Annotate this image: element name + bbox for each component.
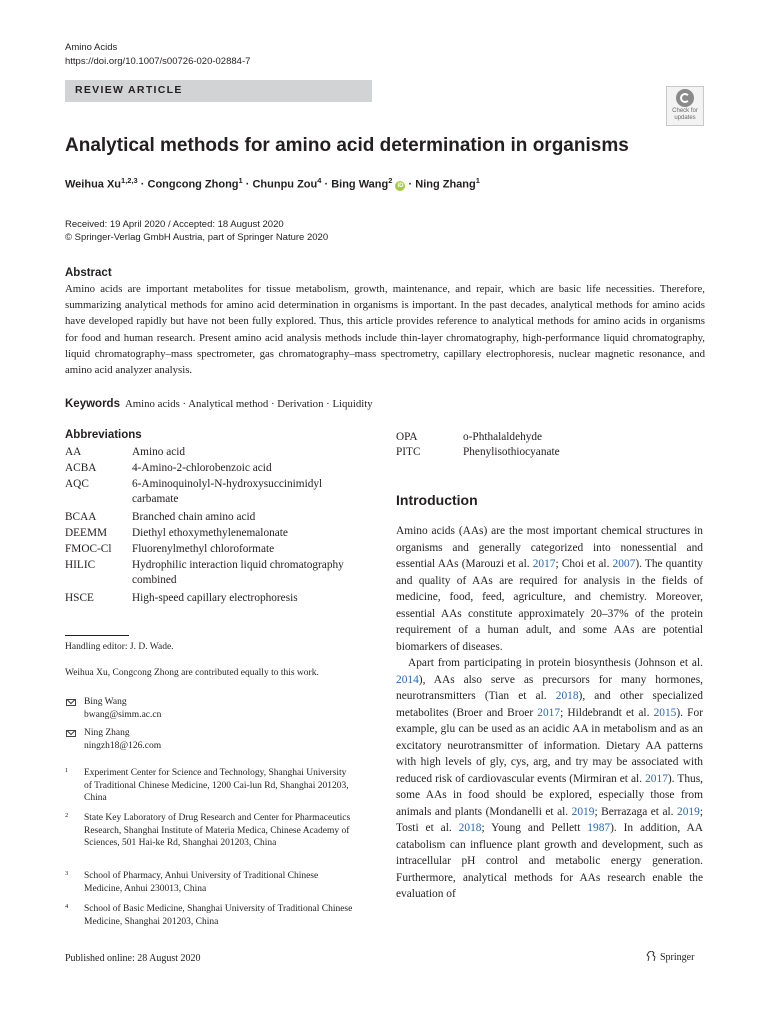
abbreviation-definition: Amino acid <box>132 446 186 458</box>
affiliation-number: 1 <box>65 767 69 774</box>
author-affiliation-mark: 1 <box>475 176 480 185</box>
abstract-heading: Abstract <box>65 267 112 279</box>
citation-link[interactable]: 2007 <box>612 558 636 570</box>
paragraph-text: Apart from participating in protein biosynthesis (Johnson et al. <box>408 657 703 669</box>
envelope-icon <box>66 730 76 737</box>
publisher-name: Springer <box>660 952 695 963</box>
introduction-paragraph-2 <box>396 655 703 903</box>
affiliation-text: School of Basic Medicine, Shanghai University of Traditional Chinese Medicine, Shanghai 201203, China <box>84 904 353 927</box>
abbreviation-term: AA <box>65 446 82 458</box>
published-date: Published online: 28 August 2020 <box>65 953 201 964</box>
affiliation-number: 3 <box>65 870 69 877</box>
abbreviation-term: HILIC <box>65 559 96 571</box>
paragraph-text: ). Thus, some AAs in food should be explored, especially those from animals and plants (Mondanelli et al. <box>396 772 703 818</box>
citation-link[interactable]: 2018 <box>458 822 482 834</box>
abbreviation-term: OPA <box>396 431 418 443</box>
abbreviation-term: BCAA <box>65 511 97 523</box>
citation-link[interactable]: 2018 <box>555 690 579 702</box>
abbreviation-definition: Phenylisothiocyanate <box>463 446 560 458</box>
abbreviation-term: AQC <box>65 478 89 490</box>
article-type-banner <box>65 80 372 102</box>
paragraph-text: ; Young and Pellett <box>481 822 588 834</box>
affiliation-number: 2 <box>65 812 69 819</box>
author-affiliation-mark: 1 <box>238 176 243 185</box>
affiliation-2 <box>65 812 355 850</box>
abbreviation-definition: Branched chain amino acid <box>132 511 256 523</box>
abbreviation-term: ACBA <box>65 462 97 474</box>
abstract-text: Amino acids are important metabolites for tissue metabolism, growth, maintenance, and repair, which are basic life necessities. Therefore, summarizing analytical methods for amino acid determination in organisms is important. In the past decades, analytical methods for amino acids have developed rapidly but have not been fully explored. Thus, this article provides reference to analytical methods for amino acids in organisms for food and human research. Present amino acid analysis methods include thin-layer chromatography, high-performance liquid chromatography, liquid chromatography–mass spectrometer, gas chromatography–mass spectrometry, capillary electrophoresis, nuclear magnetic resonance, and amino acid analyzer analysis. <box>65 283 705 377</box>
affiliation-number: 4 <box>65 903 69 910</box>
paragraph-text: ), AAs also serve as precursors for many hormones, neurotransmitters (Tian et al. <box>396 673 703 702</box>
correspondence-email[interactable]: bwang@simm.ac.cn <box>84 710 162 720</box>
citation-link[interactable]: 1987 <box>587 822 611 834</box>
citation-link[interactable]: 2017 <box>537 706 561 719</box>
abbreviation-term: HSCE <box>65 592 94 604</box>
abbreviation-definition: 4-Amino-2-chlorobenzoic acid <box>132 462 272 474</box>
handling-editor-note: Handling editor: J. D. Wade. <box>65 642 174 652</box>
paragraph-text: ; Berrazaga et al. <box>594 805 678 818</box>
affiliation-1 <box>65 767 355 805</box>
affiliation-text: Experiment Center for Science and Technology, Shanghai University of Traditional Chinese Medicine, 1200 Cai-lun Rd, Shanghai 201203, China <box>84 768 349 803</box>
article-title: Analytical methods for amino acid determination in organisms <box>65 135 629 156</box>
abbreviation-definition: Diethyl ethoxymethylenemalonate <box>132 527 288 539</box>
affiliation-3 <box>65 870 355 895</box>
citation-link[interactable]: 2019 <box>571 805 595 818</box>
citation-link[interactable]: 2019 <box>677 805 700 818</box>
paragraph-text: ; Choi et al. <box>555 558 613 570</box>
received-accepted: Received: 19 April 2020 / Accepted: 18 August 2020 <box>65 219 284 230</box>
correspondence-entry <box>65 727 161 753</box>
check-updates-line1: Check for <box>672 108 698 114</box>
citation-link[interactable]: 2017 <box>532 558 556 570</box>
author-name[interactable]: Bing Wang <box>331 178 389 191</box>
article-dates <box>65 218 328 244</box>
keywords-list: Amino acids · Analytical method · Derivation · Liquidity <box>124 398 373 410</box>
author-list: Weihua Xu$^{1,2,3}$ · Congcong Zhong$^1$ · Chunpu Zou$^4$ · Bing Wang$^2$ iD · Ning Zhang$^1$ <box>65 176 480 191</box>
affiliation-text: School of Pharmacy, Anhui University of Traditional Chinese Medicine, Anhui 230013, China <box>84 871 319 894</box>
correspondence-email[interactable]: ningzh18@126.com <box>84 741 162 751</box>
envelope-icon <box>66 699 76 706</box>
check-updates-icon <box>676 89 694 107</box>
affiliation-text: State Key Laboratory of Drug Research and Center for Pharmaceutics Research, Shanghai Institute of Materia Medica, Chinese Academy of Sciences, 501 Hai-ke Rd, Shanghai 201203, China <box>84 813 351 848</box>
paragraph-text: ). The quantity and quality of AAs are required for analysis in the fields of medicine, food, feed, agriculture, and chemistry. Moreover, essential AAs constitute approximately 20–37% of the protein requirement of a human adult, and some AAs are potential biomarkers of diseases. <box>396 558 704 653</box>
abbreviation-definition: Fluorenylmethyl chloroformate <box>132 543 275 555</box>
author-name[interactable]: Weihua Xu <box>65 178 122 191</box>
correspondence-block <box>65 696 161 753</box>
author-affiliation-mark: 4 <box>317 176 322 185</box>
author-name[interactable]: Ning Zhang <box>415 178 476 191</box>
publisher-logo <box>646 951 694 963</box>
citation-link[interactable]: 2015 <box>653 706 677 719</box>
copyright-line: © Springer-Verlag GmbH Austria, part of Springer Nature 2020 <box>65 232 329 243</box>
citation-link[interactable]: 2017 <box>645 772 668 785</box>
author-name[interactable]: Chunpu Zou <box>252 178 318 191</box>
author-affiliation-mark: 1,2,3 <box>121 176 138 185</box>
abbreviation-definition: High-speed capillary electrophoresis <box>132 592 298 604</box>
abbreviation-definition: 6-Aminoquinolyl-N-hydroxysuccinimidyl carbamate <box>132 478 323 505</box>
abbreviation-definition: o-Phthalaldehyde <box>463 431 543 443</box>
article-type-label: REVIEW ARTICLE <box>75 84 183 96</box>
abbreviation-definition: Hydrophilic interaction liquid chromatography combined <box>132 559 344 586</box>
doi-link[interactable]: https://doi.org/10.1007/s00726-020-02884-7 <box>65 56 251 67</box>
paragraph-text: ; Hildebrandt et al. <box>560 706 654 719</box>
springer-horse-icon <box>646 951 656 962</box>
author-affiliation-mark: 2 <box>388 176 393 185</box>
abbreviation-term: DEEMM <box>65 527 108 539</box>
journal-header <box>65 41 250 69</box>
paragraph-text: ). In addition, AA catabolism can influence plant growth and development, such as intracellular pH control and metabolic energy generation. Furthermore, analytical methods for AAs research enable the evaluation of <box>396 822 703 900</box>
check-updates-line2: updates <box>674 114 696 121</box>
abbreviations-heading: Abbreviations <box>65 429 142 441</box>
correspondence-name: Bing Wang <box>84 697 127 707</box>
affiliation-4 <box>65 903 355 928</box>
journal-name: Amino Acids <box>65 42 118 53</box>
paragraph-text: Amino acids (AAs) are the most important chemical structures in organisms and generally categorized into nonessential and essential AAs (Marouzi et al. <box>396 525 703 570</box>
footnote-divider <box>65 635 129 636</box>
check-for-updates-badge[interactable] <box>666 86 704 126</box>
correspondence-name: Ning Zhang <box>84 728 130 738</box>
keywords-heading: Keywords <box>65 398 120 410</box>
introduction-paragraph-1 <box>396 523 703 655</box>
introduction-body <box>396 523 703 903</box>
orcid-icon[interactable]: iD <box>397 182 404 189</box>
abbreviation-term: PITC <box>396 446 421 458</box>
paragraph-text: ). For example, glu can be used as an acidic AA in metabolism and as an excitatory neurotransmitter of information. Dietary AA patterns with high levels of gly, cys, arg, and try may be associated with reduced risk of cardiovascular events (Mirmiran et al. <box>396 706 704 785</box>
equal-contribution-note: Weihua Xu, Congcong Zhong are contributed equally to this work. <box>65 668 319 678</box>
paragraph-text: ), and other specialized metabolites (Broer and Broer <box>396 690 703 719</box>
paragraph-text: ; Tosti et al. <box>396 805 703 834</box>
correspondence-entry <box>65 696 161 722</box>
citation-link[interactable]: 2014 <box>396 673 419 686</box>
author-name[interactable]: Congcong Zhong <box>147 178 239 191</box>
keywords-line <box>65 398 373 410</box>
abbreviation-term: FMOC-Cl <box>65 543 112 555</box>
introduction-heading: Introduction <box>396 492 478 508</box>
